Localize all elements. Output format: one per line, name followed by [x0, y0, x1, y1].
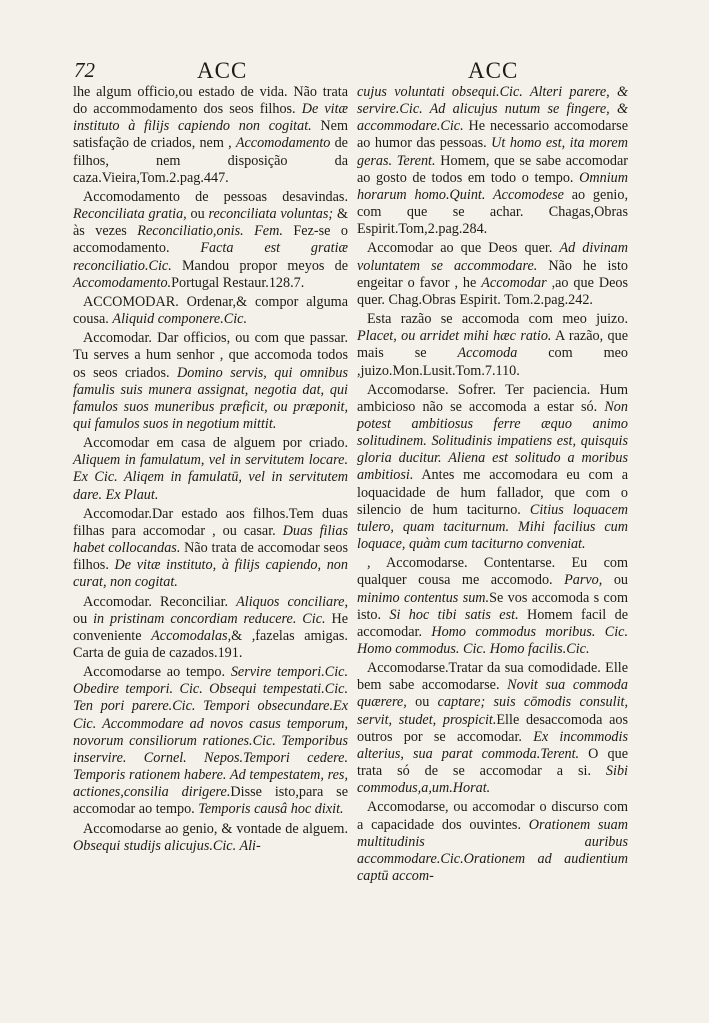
- latin-text: Orationem suam multitudinis auribus accommodare.Cic.Orationem ad audientium captū accom-: [357, 816, 628, 885]
- portuguese-text: Accomodar ao que Deos quer.: [367, 240, 560, 257]
- portuguese-text: lhe algum officio,ou estado de vida. Não trata do accommodamento dos seos filhos.: [73, 84, 348, 118]
- entry-paragraph: [73, 294, 348, 328]
- portuguese-text: com meo ,juizo.Mon.Lusit.Tom.7.110.: [357, 345, 628, 379]
- portuguese-text: Fez-se o accomodamento.: [73, 223, 348, 257]
- portuguese-text: Antes me accomodara eu com a loquacidade de hum fallador, que com o silencio de hum taciturno.: [357, 467, 628, 518]
- latin-text: Si hoc tibi satis est.: [389, 606, 519, 623]
- entry-paragraph: [357, 84, 628, 238]
- portuguese-text: Elle desaccomoda aos outros por se accomodar.: [357, 711, 628, 745]
- entry-paragraph: [357, 799, 628, 885]
- portuguese-text: ou: [406, 694, 438, 711]
- latin-text: captare; suis cōmodis consulit, servit, studet, prospicit.: [357, 694, 629, 728]
- portuguese-text: O que trata só de se accomodar a si.: [357, 745, 628, 780]
- portuguese-text: ou: [73, 610, 94, 627]
- left-column: [73, 84, 348, 855]
- entry-paragraph: [73, 189, 348, 292]
- portuguese-text: Accomodarse ao genio, & vontade de alguem.: [83, 820, 348, 837]
- latin-text: Accomodalas,: [151, 627, 232, 644]
- latin-text: Accomodamento.: [73, 274, 172, 291]
- latin-text: Ad divinam voluntatem se accommodare.: [357, 240, 629, 274]
- entry-paragraph: [73, 821, 348, 855]
- portuguese-text: Nem satisfação de criados, nem ,: [73, 118, 348, 152]
- entry-paragraph: [73, 506, 348, 592]
- portuguese-text: Homem, que se sabe accomodar ao gosto de todos em todo o tempo.: [357, 152, 628, 186]
- latin-text: Homo commodus moribus. Cic. Homo commodus. Cic. Homo facilis.Cic.: [357, 623, 628, 657]
- portuguese-text: Accomodar em casa de alguem por criado.: [83, 435, 348, 452]
- entry-paragraph: [357, 660, 628, 797]
- latin-text: De vitæ instituto à filijs capiendo non cogitat.: [73, 101, 349, 135]
- portuguese-text: de filhos, nem disposição da caza.Vieira,Tom.2.pag.447.: [73, 135, 348, 186]
- entry-paragraph: [73, 84, 348, 187]
- entry-paragraph: [73, 594, 348, 663]
- latin-text: Non potest ambitiosus ferre æquo animo solitudinem. Solitudinis impatiens est, quisquis gloria ducitur. Aliena est solitudo a moribus ambitiosi.: [357, 398, 628, 484]
- latin-text: reconciliata voluntas;: [208, 206, 334, 223]
- running-head-right: ACC: [468, 58, 519, 83]
- latin-text: cujus voluntati obsequi.Cic. Alteri parere, & servire.Cic. Ad alicujus nutum se fingere, & accommodare.Cic.: [357, 84, 628, 135]
- portuguese-text: & às vezes: [73, 206, 348, 240]
- portuguese-text: ,ao que Deos quer. Chag.Obras Espirit. Tom.2.pag.242.: [357, 274, 628, 308]
- portuguese-text: Accomodar.Dar estado aos filhos.Tem duas filhas para accomodar , ou casar.: [73, 505, 348, 539]
- entry-paragraph: [357, 311, 628, 380]
- portuguese-text: Accomodarse, ou accomodar o discurso com a capacidade dos ouvintes.: [357, 799, 628, 833]
- latin-text: Obsequi studijs alicujus.Cic. Ali-: [73, 837, 261, 854]
- portuguese-text: ACCOMODAR. Ordenar,& compor alguma cousa.: [73, 293, 348, 328]
- latin-text: Servire tempori.Cic. Obedire tempori. Cic. Obsequi tempestati.Cic. Ten pori parere.Cic. Tempori obsecundare.Ex Cic. Accommodare ad novos casus temporum, novorum consiliorum rationes.Cic. Temporibus inservire. Cornel. Nepos.Tempori cedere. Temporis rationem habere. Ad tempestatem, res, actiones,consilia dirigere.: [73, 664, 348, 801]
- latin-text: Accomodar: [481, 274, 547, 291]
- entry-paragraph: [73, 330, 348, 433]
- page-number: 72: [74, 58, 95, 82]
- portuguese-text: Homem facil de accomodar.: [357, 606, 628, 640]
- portuguese-text: Accomodamento de pessoas desavindas.: [83, 188, 348, 205]
- portuguese-text: Não trata de accomodar seos filhos.: [73, 540, 348, 574]
- latin-text: Aliquos conciliare,: [236, 593, 348, 610]
- latin-text: Temporis causâ hoc dixit.: [198, 801, 344, 818]
- latin-text: Ut homo est, ita morem geras. Terent.: [357, 135, 628, 169]
- portuguese-text: Portugal Restaur.128.7.: [171, 274, 305, 291]
- portuguese-text: Não he isto engeitar o favor , he: [357, 257, 628, 291]
- latin-text: Sibi commodus,a,um.Horat.: [357, 763, 628, 797]
- entry-paragraph: [357, 240, 628, 309]
- latin-text: Facta est gratiæ reconciliatio.Cic.: [73, 240, 348, 274]
- right-column: [357, 84, 628, 885]
- portuguese-text: Accomodarse ao tempo.: [83, 664, 231, 681]
- latin-text: Parvo,: [564, 572, 603, 589]
- portuguese-text: ou: [602, 572, 629, 589]
- portuguese-text: Accomodar. Dar officios, ou com que passar. Tu serves a hum senhor , que accomoda todos os seos criados.: [73, 330, 348, 381]
- latin-text: Aliquid componere.Cic.: [112, 311, 248, 328]
- portuguese-text: Accomodarse.Tratar da sua comodidade. Elle bem sabe accomodarse.: [357, 660, 628, 694]
- latin-text: minimo contentus sum.: [357, 589, 490, 606]
- entry-paragraph: [357, 382, 628, 554]
- latin-text: Citius loquacem tulero, quam taciturnum. Mihi facilius cum loquace, quàm cum taciturno conveniat.: [357, 501, 628, 553]
- latin-text: Ex incommodis alterius, sua parat commoda.Terent.: [357, 728, 628, 762]
- latin-text: Novit sua commoda quærere,: [357, 677, 628, 711]
- portuguese-text: Se vos accomoda s com isto.: [357, 589, 628, 623]
- latin-text: Aliquem in famulatum, vel in servitutem locare. Ex Cic. Aliqem in famulatū, vel in servitutem dare. Ex Plaut.: [73, 452, 348, 503]
- latin-text: Accomodamento: [235, 135, 331, 152]
- latin-text: Reconciliatio,onis. Fem.: [137, 223, 283, 240]
- portuguese-text: He necessario accomodarse ao humor das pessoas.: [357, 118, 628, 152]
- latin-text: in pristinam concordiam reducere. Cic.: [93, 610, 326, 627]
- entry-paragraph: [357, 555, 628, 658]
- portuguese-text: , Accomodarse. Contentarse. Eu com qualquer cousa me accomodo.: [357, 555, 628, 589]
- portuguese-text: Disse isto,para se accomodar ao tempo.: [73, 784, 348, 818]
- portuguese-text: Accomodar. Reconciliar.: [83, 593, 237, 610]
- latin-text: Placet, ou arridet mihi hæc ratio.: [357, 328, 552, 345]
- entry-paragraph: [73, 664, 348, 818]
- latin-text: Omnium horarum homo.Quint. Accomodese: [357, 169, 628, 203]
- portuguese-text: & ,fazelas amigas. Carta de guia de cazados.191.: [73, 627, 348, 661]
- portuguese-text: A razão, que mais se: [357, 328, 629, 362]
- portuguese-text: He conveniente: [73, 610, 348, 644]
- running-head-left: ACC: [197, 58, 248, 83]
- latin-text: De vitæ instituto, à filijs capiendo, non curat, non cogitat.: [73, 557, 348, 591]
- latin-text: Duas filias habet collocandas.: [73, 522, 348, 557]
- portuguese-text: ou: [186, 206, 209, 223]
- latin-text: Reconciliata gratia,: [73, 206, 187, 223]
- entry-paragraph: [73, 435, 348, 504]
- portuguese-text: Esta razão se accomoda com meo juizo.: [367, 311, 628, 328]
- portuguese-text: ao genio, com que se achar. Chagas,Obras Espirit.Tom,2.pag.284.: [357, 186, 628, 238]
- portuguese-text: Accomodarse. Sofrer. Ter paciencia. Hum ambicioso não se accomoda a estar só.: [357, 381, 628, 415]
- latin-text: Domino servis, qui omnibus famulis suis munera assignat, negotia dat, qui famulos suos muneribus præficit, ou præponit, qui famulos suos in negotium mittit.: [73, 364, 348, 432]
- latin-text: Accomoda: [457, 345, 518, 362]
- portuguese-text: Mandou propor meyos de: [171, 257, 348, 274]
